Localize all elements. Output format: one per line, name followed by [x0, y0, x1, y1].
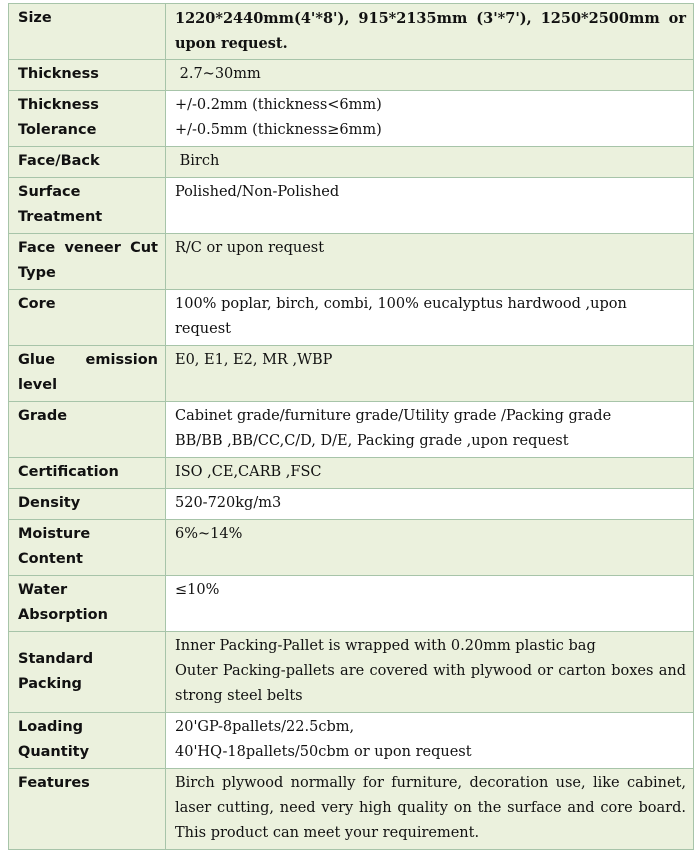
row-value-line: 1220*2440mm(4'*8'), 915*2135mm (3'*7'), 1250*2500mm or — [175, 10, 686, 27]
row-value — [166, 91, 694, 147]
table-row-face-veneer-cut-type — [9, 234, 694, 290]
row-value-line: Cabinet grade/furniture grade/Utility grade /Packing grade — [175, 408, 612, 424]
table-row-size — [9, 4, 694, 60]
row-label — [9, 346, 166, 402]
row-value — [166, 632, 694, 713]
row-value: R/C or upon request — [166, 234, 694, 290]
row-value: 6%~14% — [166, 520, 694, 576]
row-label: Water Absorption — [9, 576, 166, 632]
table-row-surface-treatment — [9, 178, 694, 234]
row-value-line: strong steel belts — [175, 688, 303, 704]
row-value-line: 20'GP-8pallets/22.5cbm, — [175, 719, 355, 735]
table-row-features — [9, 769, 694, 850]
row-label: Core — [9, 290, 166, 346]
row-value — [166, 4, 694, 60]
row-value-line: 40'HQ-18pallets/50cbm or upon request — [175, 744, 472, 760]
table-row-density — [9, 489, 694, 520]
row-value — [166, 769, 694, 850]
row-label: Density — [9, 489, 166, 520]
table-row-grade — [9, 402, 694, 458]
table-row-thickness — [9, 60, 694, 91]
row-label: Grade — [9, 402, 166, 458]
row-label-line: Glue emission — [18, 352, 158, 368]
row-value: ≤10% — [166, 576, 694, 632]
row-value-text: 2.7~30mm — [175, 66, 261, 82]
row-label-line: Surface — [18, 184, 81, 200]
row-label: Moisture Content — [9, 520, 166, 576]
table-row-moisture-content — [9, 520, 694, 576]
row-label — [9, 234, 166, 290]
table-row-certification — [9, 458, 694, 489]
row-label: Size — [9, 4, 166, 60]
row-label: Certification — [9, 458, 166, 489]
row-value-text: Birch — [175, 153, 220, 169]
row-value-line: +/-0.5mm (thickness≥6mm) — [175, 122, 382, 138]
row-label-line: Type — [18, 265, 56, 281]
row-label: Loading Quantity — [9, 713, 166, 769]
row-label: Features — [9, 769, 166, 850]
spec-table — [8, 3, 694, 850]
row-label-line: level — [18, 377, 58, 393]
table-row-water-absorption — [9, 576, 694, 632]
row-value-line: BB/BB ,BB/CC,C/D, D/E, Packing grade ,upon request — [175, 433, 569, 449]
row-label-line: Treatment — [18, 209, 103, 225]
row-value: 100% poplar, birch, combi, 100% eucalyptus hardwood ,upon request — [166, 290, 694, 346]
row-value-line: Inner Packing-Pallet is wrapped with 0.20mm plastic bag — [175, 638, 596, 654]
row-value-line: +/-0.2mm (thickness<6mm) — [175, 97, 382, 113]
row-label — [9, 178, 166, 234]
row-label: Standard Packing — [9, 632, 166, 713]
row-value — [166, 60, 694, 91]
row-value: ISO ,CE,CARB ,FSC — [166, 458, 694, 489]
row-value-line: Outer Packing-pallets are covered with plywood or carton boxes and — [175, 663, 686, 679]
row-label — [9, 91, 166, 147]
table-row-core — [9, 290, 694, 346]
row-value: E0, E1, E2, MR ,WBP — [166, 346, 694, 402]
row-value: 520-720kg/m3 — [166, 489, 694, 520]
table-row-glue-emission-level — [9, 346, 694, 402]
row-label-line: Tolerance — [18, 122, 97, 138]
row-label-line: Face veneer Cut — [18, 240, 158, 256]
row-value — [166, 402, 694, 458]
row-label: Face/Back — [9, 147, 166, 178]
table-row-standard-packing — [9, 632, 694, 713]
row-value — [166, 147, 694, 178]
row-value: Polished/Non-Polished — [166, 178, 694, 234]
row-value-line: laser cutting, need very high quality on the surface and core board. — [175, 800, 686, 816]
table-row-face-back — [9, 147, 694, 178]
row-value-line: upon request. — [175, 35, 288, 52]
row-label: Thickness — [9, 60, 166, 91]
table-row-thickness-tolerance — [9, 91, 694, 147]
row-value-line: Birch plywood normally for furniture, decoration use, like cabinet, — [175, 775, 686, 791]
row-value-line: This product can meet your requirement. — [175, 825, 480, 841]
row-label-line: Thickness — [18, 97, 99, 113]
